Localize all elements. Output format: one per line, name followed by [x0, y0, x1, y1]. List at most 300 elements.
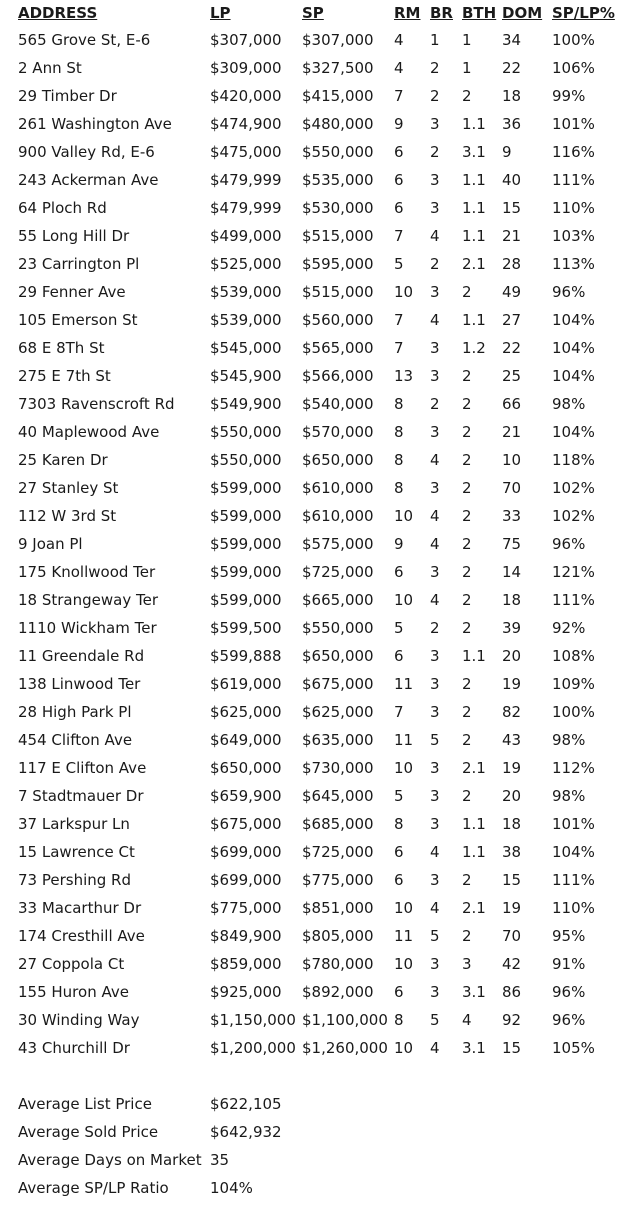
cell-bedrooms: 3	[430, 367, 440, 385]
cell-bedrooms: 4	[430, 899, 440, 917]
summary-value: 35	[210, 1151, 230, 1169]
cell-bedrooms: 4	[430, 591, 440, 609]
cell-address: 1110 Wickham Ter	[18, 619, 157, 637]
cell-sp-lp-ratio: 100%	[552, 703, 595, 721]
cell-sp-lp-ratio: 101%	[552, 115, 595, 133]
cell-sp-lp-ratio: 91%	[552, 955, 586, 973]
cell-bedrooms: 2	[430, 619, 440, 637]
cell-sp-lp-ratio: 98%	[552, 395, 586, 413]
summary-label: Average Sold Price	[18, 1123, 159, 1141]
table-row	[18, 558, 628, 586]
cell-baths: 2.1	[462, 899, 486, 917]
cell-baths: 2.1	[462, 255, 486, 273]
cell-address: 900 Valley Rd, E-6	[18, 143, 155, 161]
cell-sold-price: $851,000	[302, 899, 374, 917]
cell-sold-price: $780,000	[302, 955, 374, 973]
cell-rooms: 8	[394, 479, 404, 497]
cell-days-on-market: 82	[502, 703, 522, 721]
cell-days-on-market: 18	[502, 87, 522, 105]
cell-rooms: 8	[394, 1011, 404, 1029]
cell-baths: 2	[462, 675, 472, 693]
table-row	[18, 782, 628, 810]
cell-rooms: 6	[394, 843, 404, 861]
cell-list-price: $775,000	[210, 899, 282, 917]
cell-bedrooms: 3	[430, 115, 440, 133]
header-sp: SP	[302, 4, 324, 22]
cell-list-price: $699,000	[210, 871, 282, 889]
cell-sp-lp-ratio: 113%	[552, 255, 595, 273]
cell-sp-lp-ratio: 104%	[552, 311, 595, 329]
cell-sp-lp-ratio: 111%	[552, 871, 595, 889]
summary-row	[18, 1090, 418, 1118]
table-row	[18, 110, 628, 138]
cell-list-price: $599,000	[210, 591, 282, 609]
cell-rooms: 4	[394, 59, 404, 77]
cell-baths: 1.1	[462, 171, 486, 189]
cell-sp-lp-ratio: 104%	[552, 423, 595, 441]
cell-bedrooms: 5	[430, 731, 440, 749]
cell-baths: 3	[462, 955, 472, 973]
cell-baths: 2	[462, 871, 472, 889]
cell-baths: 2	[462, 619, 472, 637]
summary-label: Average List Price	[18, 1095, 152, 1113]
cell-rooms: 8	[394, 451, 404, 469]
cell-bedrooms: 4	[430, 535, 440, 553]
cell-bedrooms: 3	[430, 815, 440, 833]
cell-list-price: $859,000	[210, 955, 282, 973]
cell-address: 25 Karen Dr	[18, 451, 108, 469]
cell-sold-price: $610,000	[302, 507, 374, 525]
table-row	[18, 978, 628, 1006]
cell-address: 28 High Park Pl	[18, 703, 132, 721]
cell-sold-price: $595,000	[302, 255, 374, 273]
cell-sold-price: $540,000	[302, 395, 374, 413]
table-row	[18, 922, 628, 950]
cell-address: 105 Emerson St	[18, 311, 138, 329]
cell-days-on-market: 33	[502, 507, 522, 525]
cell-rooms: 8	[394, 423, 404, 441]
cell-address: 40 Maplewood Ave	[18, 423, 160, 441]
cell-baths: 2	[462, 87, 472, 105]
cell-list-price: $309,000	[210, 59, 282, 77]
cell-days-on-market: 40	[502, 171, 522, 189]
table-row	[18, 250, 628, 278]
cell-list-price: $599,500	[210, 619, 282, 637]
cell-sp-lp-ratio: 112%	[552, 759, 595, 777]
cell-sold-price: $530,000	[302, 199, 374, 217]
cell-list-price: $545,900	[210, 367, 282, 385]
cell-list-price: $650,000	[210, 759, 282, 777]
cell-baths: 1.1	[462, 311, 486, 329]
table-row	[18, 754, 628, 782]
cell-sold-price: $565,000	[302, 339, 374, 357]
cell-list-price: $599,000	[210, 507, 282, 525]
cell-days-on-market: 75	[502, 535, 522, 553]
summary-value: 104%	[210, 1179, 253, 1197]
cell-bedrooms: 2	[430, 143, 440, 161]
header-lp: LP	[210, 4, 231, 22]
cell-bedrooms: 3	[430, 983, 440, 1001]
cell-address: 29 Fenner Ave	[18, 283, 126, 301]
cell-bedrooms: 4	[430, 843, 440, 861]
cell-bedrooms: 3	[430, 479, 440, 497]
cell-baths: 2	[462, 367, 472, 385]
cell-rooms: 7	[394, 87, 404, 105]
cell-baths: 3.1	[462, 983, 486, 1001]
cell-rooms: 11	[394, 675, 414, 693]
table-row	[18, 306, 628, 334]
cell-address: 261 Washington Ave	[18, 115, 172, 133]
cell-rooms: 7	[394, 339, 404, 357]
table-row	[18, 390, 628, 418]
table-body	[18, 26, 628, 1062]
cell-sp-lp-ratio: 104%	[552, 367, 595, 385]
cell-sold-price: $566,000	[302, 367, 374, 385]
cell-bedrooms: 3	[430, 171, 440, 189]
cell-list-price: $849,900	[210, 927, 282, 945]
cell-rooms: 7	[394, 311, 404, 329]
cell-days-on-market: 36	[502, 115, 522, 133]
cell-rooms: 13	[394, 367, 414, 385]
cell-address: 7 Stadtmauer Dr	[18, 787, 144, 805]
cell-rooms: 10	[394, 591, 414, 609]
table-row	[18, 138, 628, 166]
cell-address: 43 Churchill Dr	[18, 1039, 130, 1057]
cell-days-on-market: 10	[502, 451, 522, 469]
cell-rooms: 10	[394, 759, 414, 777]
cell-baths: 4	[462, 1011, 472, 1029]
cell-address: 112 W 3rd St	[18, 507, 117, 525]
cell-list-price: $1,150,000	[210, 1011, 296, 1029]
cell-baths: 2.1	[462, 759, 486, 777]
table-header-row	[18, 0, 628, 26]
cell-address: 18 Strangeway Ter	[18, 591, 158, 609]
cell-bedrooms: 2	[430, 87, 440, 105]
cell-sp-lp-ratio: 106%	[552, 59, 595, 77]
cell-sp-lp-ratio: 104%	[552, 339, 595, 357]
cell-sp-lp-ratio: 96%	[552, 283, 586, 301]
cell-rooms: 10	[394, 1039, 414, 1057]
cell-bedrooms: 5	[430, 1011, 440, 1029]
cell-sp-lp-ratio: 100%	[552, 31, 595, 49]
cell-address: 174 Cresthill Ave	[18, 927, 145, 945]
cell-sp-lp-ratio: 101%	[552, 815, 595, 833]
cell-list-price: $925,000	[210, 983, 282, 1001]
cell-sold-price: $575,000	[302, 535, 374, 553]
cell-sold-price: $570,000	[302, 423, 374, 441]
cell-sp-lp-ratio: 103%	[552, 227, 595, 245]
summary-value: $642,932	[210, 1123, 282, 1141]
summary-row	[18, 1146, 418, 1174]
table-row	[18, 474, 628, 502]
table-row	[18, 278, 628, 306]
cell-list-price: $549,900	[210, 395, 282, 413]
cell-bedrooms: 3	[430, 283, 440, 301]
cell-days-on-market: 92	[502, 1011, 522, 1029]
cell-rooms: 6	[394, 871, 404, 889]
summary-label: Average Days on Market	[18, 1151, 202, 1169]
cell-sp-lp-ratio: 96%	[552, 535, 586, 553]
table-row	[18, 670, 628, 698]
cell-rooms: 10	[394, 955, 414, 973]
cell-bedrooms: 4	[430, 227, 440, 245]
cell-sold-price: $650,000	[302, 647, 374, 665]
cell-address: 64 Ploch Rd	[18, 199, 107, 217]
table-row	[18, 894, 628, 922]
table-row	[18, 418, 628, 446]
cell-bedrooms: 3	[430, 199, 440, 217]
cell-baths: 2	[462, 451, 472, 469]
cell-days-on-market: 15	[502, 871, 522, 889]
cell-list-price: $545,000	[210, 339, 282, 357]
cell-address: 29 Timber Dr	[18, 87, 117, 105]
cell-days-on-market: 25	[502, 367, 522, 385]
cell-baths: 1.1	[462, 115, 486, 133]
cell-baths: 1.1	[462, 815, 486, 833]
cell-rooms: 4	[394, 31, 404, 49]
cell-days-on-market: 49	[502, 283, 522, 301]
cell-address: 33 Macarthur Dr	[18, 899, 142, 917]
cell-sp-lp-ratio: 109%	[552, 675, 595, 693]
cell-days-on-market: 15	[502, 199, 522, 217]
cell-baths: 1	[462, 59, 472, 77]
cell-bedrooms: 3	[430, 563, 440, 581]
cell-list-price: $539,000	[210, 283, 282, 301]
cell-sp-lp-ratio: 118%	[552, 451, 595, 469]
cell-sp-lp-ratio: 116%	[552, 143, 595, 161]
cell-days-on-market: 70	[502, 479, 522, 497]
cell-bedrooms: 5	[430, 927, 440, 945]
cell-days-on-market: 22	[502, 59, 522, 77]
cell-address: 2 Ann St	[18, 59, 82, 77]
cell-address: 37 Larkspur Ln	[18, 815, 130, 833]
cell-sold-price: $1,260,000	[302, 1039, 388, 1057]
cell-list-price: $675,000	[210, 815, 282, 833]
cell-baths: 3.1	[462, 143, 486, 161]
header-address: ADDRESS	[18, 4, 98, 22]
table-row	[18, 502, 628, 530]
cell-days-on-market: 22	[502, 339, 522, 357]
table-row	[18, 614, 628, 642]
cell-address: 454 Clifton Ave	[18, 731, 133, 749]
cell-list-price: $619,000	[210, 675, 282, 693]
cell-sold-price: $635,000	[302, 731, 374, 749]
table-row	[18, 222, 628, 250]
summary-row	[18, 1174, 418, 1202]
cell-list-price: $479,999	[210, 171, 282, 189]
cell-baths: 1.1	[462, 227, 486, 245]
cell-rooms: 7	[394, 703, 404, 721]
cell-list-price: $539,000	[210, 311, 282, 329]
cell-address: 117 E Clifton Ave	[18, 759, 147, 777]
cell-list-price: $499,000	[210, 227, 282, 245]
cell-address: 23 Carrington Pl	[18, 255, 140, 273]
table-row	[18, 166, 628, 194]
cell-sold-price: $480,000	[302, 115, 374, 133]
cell-rooms: 10	[394, 899, 414, 917]
cell-rooms: 11	[394, 731, 414, 749]
cell-baths: 2	[462, 507, 472, 525]
cell-list-price: $420,000	[210, 87, 282, 105]
cell-sold-price: $550,000	[302, 143, 374, 161]
cell-address: 243 Ackerman Ave	[18, 171, 159, 189]
table-row	[18, 446, 628, 474]
cell-rooms: 7	[394, 227, 404, 245]
cell-bedrooms: 2	[430, 255, 440, 273]
cell-baths: 2	[462, 395, 472, 413]
cell-bedrooms: 4	[430, 507, 440, 525]
cell-bedrooms: 3	[430, 647, 440, 665]
cell-list-price: $699,000	[210, 843, 282, 861]
cell-sp-lp-ratio: 102%	[552, 479, 595, 497]
cell-baths: 2	[462, 563, 472, 581]
cell-address: 155 Huron Ave	[18, 983, 129, 1001]
table-row	[18, 26, 628, 54]
cell-sold-price: $550,000	[302, 619, 374, 637]
cell-list-price: $525,000	[210, 255, 282, 273]
cell-sold-price: $675,000	[302, 675, 374, 693]
cell-rooms: 9	[394, 115, 404, 133]
table-row	[18, 866, 628, 894]
header-dom: DOM	[502, 4, 543, 22]
cell-bedrooms: 2	[430, 59, 440, 77]
cell-sp-lp-ratio: 96%	[552, 1011, 586, 1029]
cell-sp-lp-ratio: 96%	[552, 983, 586, 1001]
cell-list-price: $649,000	[210, 731, 282, 749]
cell-list-price: $599,000	[210, 563, 282, 581]
header-bth: BTH	[462, 4, 497, 22]
cell-sp-lp-ratio: 95%	[552, 927, 586, 945]
cell-sp-lp-ratio: 104%	[552, 843, 595, 861]
table-row	[18, 1034, 628, 1062]
cell-rooms: 6	[394, 143, 404, 161]
header-br: BR	[430, 4, 453, 22]
cell-rooms: 5	[394, 619, 404, 637]
header-sp-lp: SP/LP%	[552, 4, 615, 22]
cell-days-on-market: 27	[502, 311, 522, 329]
cell-sp-lp-ratio: 99%	[552, 87, 586, 105]
cell-list-price: $474,900	[210, 115, 282, 133]
cell-sold-price: $645,000	[302, 787, 374, 805]
cell-baths: 1.1	[462, 843, 486, 861]
header-rm: RM	[394, 4, 421, 22]
cell-list-price: $307,000	[210, 31, 282, 49]
cell-days-on-market: 20	[502, 647, 522, 665]
table-row	[18, 726, 628, 754]
cell-days-on-market: 9	[502, 143, 512, 161]
cell-rooms: 5	[394, 255, 404, 273]
table-row	[18, 82, 628, 110]
table-row	[18, 838, 628, 866]
cell-bedrooms: 3	[430, 339, 440, 357]
listings-table	[18, 0, 628, 1062]
cell-bedrooms: 4	[430, 1039, 440, 1057]
cell-rooms: 6	[394, 647, 404, 665]
cell-days-on-market: 42	[502, 955, 522, 973]
cell-list-price: $475,000	[210, 143, 282, 161]
summary-section	[18, 1090, 418, 1202]
cell-list-price: $479,999	[210, 199, 282, 217]
table-row	[18, 950, 628, 978]
cell-sp-lp-ratio: 98%	[552, 731, 586, 749]
cell-rooms: 6	[394, 171, 404, 189]
cell-days-on-market: 15	[502, 1039, 522, 1057]
cell-address: 30 Winding Way	[18, 1011, 140, 1029]
cell-sp-lp-ratio: 98%	[552, 787, 586, 805]
cell-days-on-market: 43	[502, 731, 522, 749]
cell-rooms: 6	[394, 199, 404, 217]
table-row	[18, 530, 628, 558]
cell-days-on-market: 18	[502, 815, 522, 833]
cell-baths: 2	[462, 479, 472, 497]
cell-baths: 3.1	[462, 1039, 486, 1057]
cell-days-on-market: 14	[502, 563, 522, 581]
cell-days-on-market: 66	[502, 395, 522, 413]
cell-sp-lp-ratio: 108%	[552, 647, 595, 665]
cell-days-on-market: 18	[502, 591, 522, 609]
cell-list-price: $550,000	[210, 451, 282, 469]
cell-address: 9 Joan Pl	[18, 535, 83, 553]
cell-address: 7303 Ravenscroft Rd	[18, 395, 175, 413]
cell-days-on-market: 39	[502, 619, 522, 637]
cell-baths: 1.2	[462, 339, 486, 357]
cell-days-on-market: 86	[502, 983, 522, 1001]
cell-sold-price: $665,000	[302, 591, 374, 609]
cell-sold-price: $327,500	[302, 59, 374, 77]
cell-bedrooms: 3	[430, 787, 440, 805]
cell-baths: 2	[462, 283, 472, 301]
cell-sp-lp-ratio: 92%	[552, 619, 586, 637]
table-row	[18, 362, 628, 390]
cell-baths: 1	[462, 31, 472, 49]
cell-address: 15 Lawrence Ct	[18, 843, 135, 861]
table-row	[18, 334, 628, 362]
cell-rooms: 8	[394, 815, 404, 833]
cell-bedrooms: 4	[430, 311, 440, 329]
cell-address: 73 Pershing Rd	[18, 871, 131, 889]
cell-sold-price: $515,000	[302, 283, 374, 301]
cell-days-on-market: 21	[502, 423, 522, 441]
cell-baths: 2	[462, 787, 472, 805]
cell-days-on-market: 34	[502, 31, 522, 49]
cell-rooms: 10	[394, 507, 414, 525]
cell-days-on-market: 19	[502, 759, 522, 777]
cell-sold-price: $307,000	[302, 31, 374, 49]
cell-list-price: $625,000	[210, 703, 282, 721]
cell-baths: 1.1	[462, 199, 486, 217]
cell-sp-lp-ratio: 110%	[552, 899, 595, 917]
cell-list-price: $659,900	[210, 787, 282, 805]
cell-list-price: $599,888	[210, 647, 282, 665]
cell-sold-price: $610,000	[302, 479, 374, 497]
cell-list-price: $1,200,000	[210, 1039, 296, 1057]
cell-bedrooms: 3	[430, 759, 440, 777]
cell-days-on-market: 28	[502, 255, 522, 273]
cell-rooms: 9	[394, 535, 404, 553]
cell-address: 275 E 7th St	[18, 367, 111, 385]
cell-sold-price: $650,000	[302, 451, 374, 469]
table-row	[18, 642, 628, 670]
cell-days-on-market: 38	[502, 843, 522, 861]
cell-address: 11 Greendale Rd	[18, 647, 145, 665]
cell-address: 27 Coppola Ct	[18, 955, 125, 973]
cell-address: 565 Grove St, E-6	[18, 31, 151, 49]
cell-sold-price: $625,000	[302, 703, 374, 721]
cell-address: 138 Linwood Ter	[18, 675, 141, 693]
summary-row	[18, 1118, 418, 1146]
cell-days-on-market: 70	[502, 927, 522, 945]
cell-bedrooms: 3	[430, 675, 440, 693]
